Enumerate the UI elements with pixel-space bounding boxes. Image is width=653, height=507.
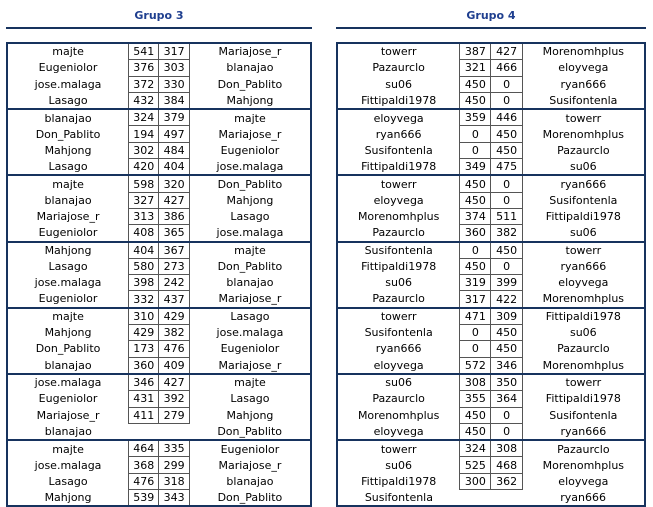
score-left: 346 (129, 374, 159, 391)
score-left: 359 (460, 109, 491, 126)
score-right: 511 (491, 208, 522, 224)
player-left-name: Lasago (48, 159, 88, 173)
score-left: 450 (460, 407, 491, 423)
group-4-title-rule (336, 27, 646, 29)
score-right: 309 (491, 308, 522, 325)
score-right: 273 (159, 258, 189, 274)
player-right-name: jose.malaga (216, 326, 284, 340)
player-left-name: Eugeniolor (38, 226, 98, 240)
score-right: 379 (159, 109, 189, 126)
match-row (337, 357, 645, 374)
score-right: 346 (491, 357, 522, 374)
score-right: 422 (491, 291, 522, 308)
score-right (491, 490, 522, 507)
score-left (129, 423, 159, 440)
score-left: 372 (129, 76, 159, 92)
score-right: 450 (491, 341, 522, 357)
score-right: 409 (159, 357, 189, 374)
player-left-name: Mahjong (44, 326, 92, 340)
score-right: 299 (159, 457, 189, 473)
match-row (337, 175, 645, 192)
score-right: 497 (159, 126, 189, 142)
player-left-name: Pazaurclo (372, 392, 425, 406)
player-left-name: Eugeniolor (38, 392, 98, 406)
match-row (7, 275, 311, 291)
score-right (159, 423, 189, 440)
score-right: 303 (159, 60, 189, 76)
player-left-name: Susifontenla (337, 242, 460, 259)
score-right: 475 (491, 159, 522, 176)
score-right: 427 (159, 192, 189, 208)
player-right-name: jose.malaga (216, 159, 284, 173)
score-left: 404 (129, 242, 159, 259)
player-right-name: Lasago (230, 392, 270, 406)
player-right-name: Mahjong (226, 193, 274, 207)
player-right-name: Fittipaldi1978 (545, 392, 621, 406)
player-right-name: Eugeniolor (220, 342, 280, 356)
score-left (460, 490, 491, 507)
group-4-title: Grupo 4 (466, 9, 516, 22)
player-left-name: su06 (385, 458, 412, 472)
player-right-name: blanajao (226, 276, 274, 290)
player-left-name: Pazaurclo (372, 226, 425, 240)
score-right: 0 (491, 407, 522, 423)
player-right-name: Mahjong (226, 93, 274, 107)
match-row (7, 43, 311, 60)
score-left: 541 (129, 43, 159, 60)
score-left: 450 (460, 423, 491, 440)
player-right-name: Eugeniolor (220, 143, 280, 157)
score-left: 387 (460, 43, 491, 60)
score-right: 437 (159, 291, 189, 308)
score-left: 194 (129, 126, 159, 142)
player-left-name: Morenomhplus (357, 210, 440, 224)
score-left: 0 (460, 325, 491, 341)
score-right: 404 (159, 159, 189, 176)
score-right: 446 (491, 109, 522, 126)
score-right: 392 (159, 391, 189, 407)
score-left: 349 (460, 159, 491, 176)
score-right: 0 (491, 175, 522, 192)
score-left: 313 (129, 208, 159, 224)
score-right: 382 (491, 225, 522, 242)
player-right-name: Don_Pablito (189, 175, 311, 192)
score-left: 324 (460, 440, 491, 457)
player-left-name: majte (7, 308, 129, 325)
score-left: 321 (460, 60, 491, 76)
score-right: 365 (159, 225, 189, 242)
score-left: 471 (460, 308, 491, 325)
score-right: 308 (491, 440, 522, 457)
player-left-name: Mahjong (44, 490, 92, 504)
match-row (337, 457, 645, 473)
match-row (337, 341, 645, 357)
match-row (7, 423, 311, 440)
player-left-name: blanajao (44, 193, 92, 207)
match-row (337, 242, 645, 259)
score-right: 450 (491, 325, 522, 341)
score-left: 420 (129, 159, 159, 176)
player-right-name: Fittipaldi1978 (522, 308, 645, 325)
player-right-name: Eugeniolor (189, 440, 311, 457)
match-row (337, 60, 645, 76)
match-row (7, 142, 311, 158)
score-left: 327 (129, 192, 159, 208)
player-left-name: jose.malaga (34, 276, 102, 290)
player-right-name: ryan666 (560, 77, 607, 91)
player-right-name: blanajao (226, 474, 274, 488)
player-right-name: Mariajose_r (218, 45, 282, 59)
match-row (337, 407, 645, 423)
match-row (7, 473, 311, 489)
score-right: 450 (491, 126, 522, 142)
player-left-name: majte (7, 440, 129, 457)
match-row (337, 109, 645, 126)
player-right-name: Lasago (189, 308, 311, 325)
match-row (337, 142, 645, 158)
player-left-name: Pazaurclo (372, 292, 425, 306)
match-row (337, 308, 645, 325)
player-left-name: Lasago (48, 474, 88, 488)
match-row (337, 473, 645, 489)
score-left: 476 (129, 473, 159, 489)
score-right: 476 (159, 341, 189, 357)
score-left: 0 (460, 341, 491, 357)
player-right-name: towerr (522, 109, 645, 126)
player-right-name: Morenomhplus (542, 127, 625, 141)
player-left-name: Mariajose_r (36, 408, 100, 422)
player-right-name: eloyvega (558, 61, 609, 75)
player-left-name: Mahjong (7, 242, 129, 259)
player-left-name: Fittipaldi1978 (361, 474, 437, 488)
player-right-name: towerr (522, 242, 645, 259)
player-left-name: su06 (337, 374, 460, 391)
score-left: 319 (460, 275, 491, 291)
score-left: 464 (129, 440, 159, 457)
player-right-name: majte (189, 242, 311, 259)
match-row (7, 374, 311, 391)
match-row (7, 126, 311, 142)
score-left: 368 (129, 457, 159, 473)
score-left: 431 (129, 391, 159, 407)
match-row (7, 407, 311, 423)
player-left-name: jose.malaga (34, 458, 102, 472)
player-right-name: ryan666 (560, 424, 607, 438)
match-row (337, 43, 645, 60)
player-left-name: Mariajose_r (36, 210, 100, 224)
score-left: 432 (129, 92, 159, 109)
score-left: 450 (460, 92, 491, 109)
score-right: 350 (491, 374, 522, 391)
score-right: 0 (491, 76, 522, 92)
score-left: 429 (129, 325, 159, 341)
score-left: 360 (460, 225, 491, 242)
score-right: 386 (159, 208, 189, 224)
match-row (7, 308, 311, 325)
player-right-name: eloyvega (558, 276, 609, 290)
player-right-name: Susifontenla (549, 408, 618, 422)
match-row (7, 440, 311, 457)
player-left-name: eloyvega (373, 358, 424, 372)
player-left-name: eloyvega (337, 109, 460, 126)
score-left: 450 (460, 258, 491, 274)
score-left: 450 (460, 175, 491, 192)
player-left-name: su06 (385, 77, 412, 91)
match-row (337, 490, 645, 507)
match-row (337, 391, 645, 407)
score-right: 330 (159, 76, 189, 92)
match-row (7, 242, 311, 259)
player-right-name: towerr (522, 374, 645, 391)
score-left: 317 (460, 291, 491, 308)
score-right: 468 (491, 457, 522, 473)
player-right-name: blanajao (226, 61, 274, 75)
score-right: 317 (159, 43, 189, 60)
score-right: 429 (159, 308, 189, 325)
player-right-name: Mariajose_r (218, 358, 282, 372)
score-left: 300 (460, 473, 491, 489)
player-left-name: ryan666 (375, 127, 422, 141)
player-right-name: Morenomhplus (542, 458, 625, 472)
score-left: 376 (129, 60, 159, 76)
player-right-name: Lasago (230, 210, 270, 224)
score-right: 384 (159, 92, 189, 109)
match-row (7, 208, 311, 224)
score-right: 427 (491, 43, 522, 60)
player-right-name: majte (189, 374, 311, 391)
player-right-name: Pazaurclo (522, 440, 645, 457)
player-left-name: ryan666 (375, 342, 422, 356)
score-right: 362 (491, 473, 522, 489)
player-right-name: Mariajose_r (218, 127, 282, 141)
match-row (337, 159, 645, 176)
score-right: 484 (159, 142, 189, 158)
player-left-name: eloyvega (373, 193, 424, 207)
player-right-name: Don_Pablito (217, 260, 283, 273)
score-right: 335 (159, 440, 189, 457)
match-row (7, 291, 311, 308)
player-right-name: Pazaurclo (557, 143, 610, 157)
match-row (337, 92, 645, 109)
score-right: 320 (159, 175, 189, 192)
player-right-name: Mariajose_r (218, 292, 282, 306)
player-right-name: su06 (569, 326, 597, 340)
score-left: 360 (129, 357, 159, 374)
score-left: 355 (460, 391, 491, 407)
match-row (7, 457, 311, 473)
score-left: 539 (129, 490, 159, 507)
match-row (337, 423, 645, 440)
score-left: 302 (129, 142, 159, 158)
player-left-name: Lasago (48, 260, 88, 273)
player-left-name: Fittipaldi1978 (361, 93, 437, 107)
player-right-name: Mariajose_r (218, 458, 282, 472)
match-row (7, 76, 311, 92)
player-right-name: ryan666 (560, 490, 606, 504)
score-right: 367 (159, 242, 189, 259)
player-right-name: Don_Pablito (217, 490, 283, 504)
match-row (337, 76, 645, 92)
player-left-name: Morenomhplus (357, 408, 440, 422)
score-right: 0 (491, 92, 522, 109)
match-row (7, 175, 311, 192)
match-row (7, 225, 311, 242)
match-row (7, 325, 311, 341)
score-left: 0 (460, 126, 491, 142)
player-left-name: Eugeniolor (38, 61, 98, 75)
score-left: 450 (460, 76, 491, 92)
match-row (7, 341, 311, 357)
score-left: 572 (460, 357, 491, 374)
player-right-name: ryan666 (522, 175, 645, 192)
player-left-name: Don_Pablito (35, 127, 101, 141)
match-row (337, 258, 645, 274)
score-right: 427 (159, 374, 189, 391)
player-right-name: Don_Pablito (217, 424, 283, 438)
score-right: 0 (491, 192, 522, 208)
match-row (337, 126, 645, 142)
score-left: 374 (460, 208, 491, 224)
score-left: 598 (129, 175, 159, 192)
match-row (7, 258, 311, 274)
player-right-name: Susifontenla (549, 93, 618, 107)
match-row (7, 357, 311, 374)
player-left-name: Don_Pablito (35, 342, 101, 356)
player-right-name: Morenomhplus (542, 358, 625, 372)
player-right-name: su06 (569, 159, 597, 173)
match-row (337, 275, 645, 291)
score-right: 399 (491, 275, 522, 291)
match-row (337, 192, 645, 208)
player-left-name: Pazaurclo (372, 61, 425, 75)
score-right: 382 (159, 325, 189, 341)
score-left: 411 (129, 407, 159, 423)
score-right: 450 (491, 142, 522, 158)
player-right-name: Susifontenla (549, 193, 618, 207)
score-left: 0 (460, 142, 491, 158)
score-right: 0 (491, 258, 522, 274)
player-left-name: majte (7, 175, 129, 192)
player-left-name: towerr (337, 440, 460, 457)
score-right: 450 (491, 242, 522, 259)
player-left-name: blanajao (44, 358, 92, 372)
score-right: 318 (159, 473, 189, 489)
score-right: 343 (159, 490, 189, 507)
player-right-name: Morenomhplus (542, 45, 625, 59)
score-right: 466 (491, 60, 522, 76)
score-left: 310 (129, 308, 159, 325)
player-left-name: Fittipaldi1978 (361, 159, 437, 173)
score-right: 364 (491, 391, 522, 407)
player-left-name: Mahjong (44, 143, 92, 157)
match-row (7, 159, 311, 176)
group-3-title: Grupo 3 (134, 9, 184, 22)
score-left: 308 (460, 374, 491, 391)
score-left: 173 (129, 341, 159, 357)
match-row (7, 192, 311, 208)
player-left-name: towerr (337, 175, 460, 192)
player-left-name: majte (52, 45, 84, 59)
player-left-name: Susifontenla (364, 326, 433, 340)
player-right-name: Fittipaldi1978 (545, 210, 621, 224)
player-right-name: Mahjong (226, 408, 274, 422)
match-row (337, 440, 645, 457)
player-left-name: jose.malaga (7, 374, 129, 391)
score-left: 398 (129, 275, 159, 291)
player-left-name: Susifontenla (364, 490, 433, 504)
score-right: 0 (491, 423, 522, 440)
score-left: 525 (460, 457, 491, 473)
player-right-name: ryan666 (560, 260, 607, 273)
player-right-name: majte (189, 109, 311, 126)
player-left-name: jose.malaga (34, 77, 102, 91)
score-right: 279 (159, 407, 189, 423)
group-3-title-rule (6, 27, 312, 29)
player-left-name: towerr (380, 45, 417, 59)
player-left-name: blanajao (44, 424, 92, 438)
match-row (337, 225, 645, 242)
score-left: 450 (460, 192, 491, 208)
player-left-name: towerr (337, 308, 460, 325)
match-row (7, 391, 311, 407)
match-row (7, 92, 311, 109)
match-row (7, 490, 311, 507)
player-right-name: Don_Pablito (217, 77, 283, 91)
player-left-name: eloyvega (373, 424, 424, 438)
score-left: 0 (460, 242, 491, 259)
player-right-name: su06 (569, 226, 597, 240)
player-right-name: Morenomhplus (542, 292, 625, 306)
player-left-name: blanajao (7, 109, 129, 126)
score-left: 408 (129, 225, 159, 242)
player-right-name: eloyvega (558, 474, 609, 488)
player-left-name: su06 (385, 276, 412, 290)
score-left: 332 (129, 291, 159, 308)
score-left: 580 (129, 258, 159, 274)
score-right: 242 (159, 275, 189, 291)
score-left: 324 (129, 109, 159, 126)
match-row (337, 208, 645, 224)
match-row (337, 374, 645, 391)
match-row (7, 60, 311, 76)
match-row (7, 109, 311, 126)
match-row (337, 325, 645, 341)
player-left-name: Lasago (48, 93, 88, 107)
player-left-name: Eugeniolor (38, 292, 98, 306)
match-row (337, 291, 645, 308)
group-4-table (336, 42, 646, 507)
player-right-name: Pazaurclo (557, 342, 610, 356)
player-left-name: Susifontenla (364, 143, 433, 157)
player-left-name: Fittipaldi1978 (361, 260, 437, 273)
group-3-table (6, 42, 312, 507)
player-right-name: jose.malaga (216, 226, 284, 240)
